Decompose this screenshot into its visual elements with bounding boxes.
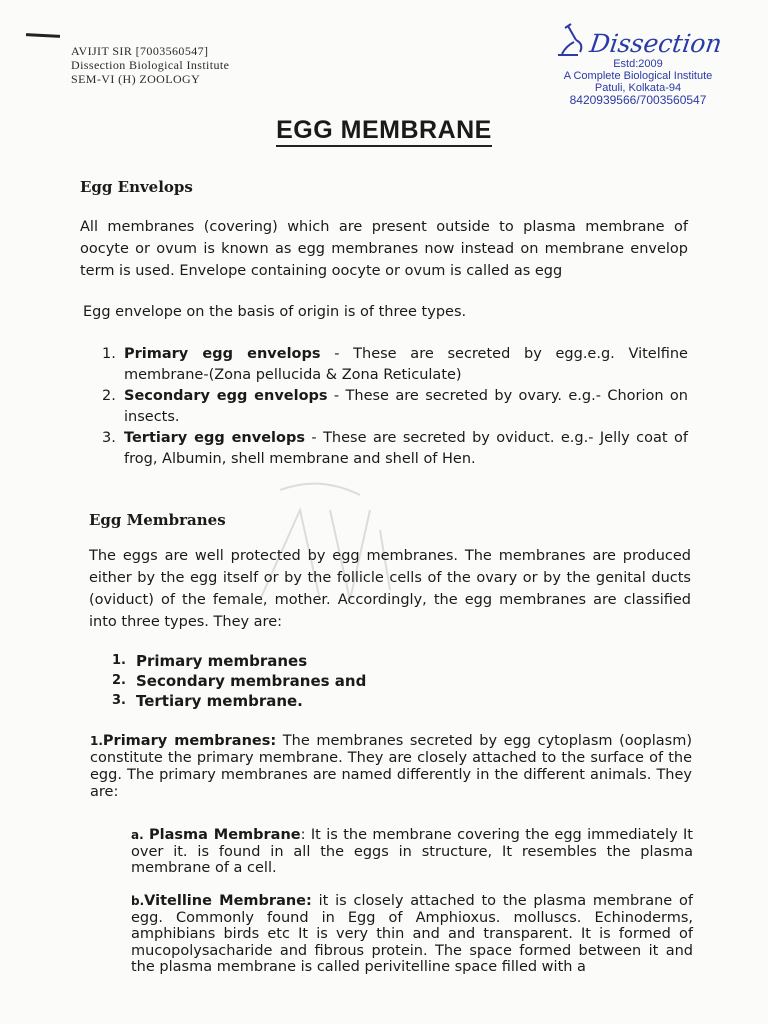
list-term: Tertiary membrane. [136,692,303,710]
list-number: 1. [112,653,126,668]
list-number: 3. [102,430,116,446]
list-item [102,386,688,428]
sub-term: Vitelline Membrane: [144,893,312,909]
membrane-types-list [112,651,512,711]
list-term: Tertiary egg envelops [124,430,305,446]
envelops-types-intro: Egg envelope on the basis of origin is of three types. [83,304,467,320]
list-number: 2. [112,673,126,688]
heading-egg-envelops: Egg Envelops [80,178,193,196]
stray-pen-mark [26,33,60,38]
list-term: Secondary egg envelops [124,388,328,404]
list-text: - These are secreted by oviduct. e.g.- Jelly coat of frog, Albumin, shell membrane and shell of Hen. [124,430,688,467]
plasma-membrane-item [131,827,693,877]
heading-egg-membranes: Egg Membranes [89,511,226,529]
author-line: AVIJIT SIR [7003560547] [71,44,209,58]
sub-text: it is closely attached to the plasma membrane of egg. Commonly found in Egg of Amphioxus. molluscs. Echinoderms, amphibians birds etc It is very thin and and transparent. It is formed of mucopolysacharide and fibrous protein. The space formed between it and the plasma membrane is called perivitelline space filled with a [131,893,693,975]
sub-term: Plasma Membrane [149,827,301,843]
list-item [112,651,512,671]
membranes-paragraph: The eggs are well protected by egg membranes. The membranes are produced either by the egg itself or by the follicle cells of the ovary or by the genital ducts (oviduct) of the female, mother. Accordingly, the egg membranes are classified into three types. They are: [89,548,691,630]
logo-estd: Estd:2009 [613,58,663,70]
institute-line: Dissection Biological Institute [71,58,230,72]
list-number: 1. [102,346,116,362]
list-term: Secondary membranes and [136,672,367,690]
logo-address: Patuli, Kolkata-94 [594,82,682,94]
list-term: Primary membranes [136,652,308,670]
institute-logo [548,22,728,106]
author-header [71,44,229,86]
page-title-text: EGG MEMBRANE [276,116,492,147]
watermark-stamp [240,470,410,620]
list-item [112,691,512,711]
logo-name: Dissection [588,29,724,58]
semester-line: SEM-VI (H) ZOOLOGY [71,72,201,86]
sub-label: b. [131,894,145,908]
logo-tagline: A Complete Biological Institute [563,70,713,82]
sub-label: a. [131,828,144,842]
section-term: Primary membranes: [102,733,277,749]
list-number: 2. [102,388,116,404]
vitelline-membrane-item [131,893,693,976]
list-text: - These are secreted by ovary. e.g.- Chorion on insects. [124,388,688,425]
list-text: - These are secreted by egg.e.g. Vitelfine membrane-(Zona pellucida & Zona Reticulate) [124,346,688,383]
logo-phone: 8420939566/7003560547 [569,93,707,107]
list-item [112,671,512,691]
section-number: 1. [90,734,103,748]
envelops-paragraph: All membranes (covering) which are present outside to plasma membrane of oocyte or ovum is known as egg membranes now instead on membrane envelop term is used. Envelope containing oocyte or ovum is called as egg [80,219,688,279]
primary-membranes-section [90,733,692,801]
page-title [0,116,768,145]
envelops-list [102,344,688,470]
list-number: 3. [112,693,126,708]
list-item [102,428,688,470]
list-term: Primary egg envelops [124,346,321,362]
sub-text: : It is the membrane covering the egg immediately It over it. is found in all the eggs in structure, It resembles the plasma membrane of a cell. [131,827,693,876]
section-text: The membranes secreted by egg cytoplasm (ooplasm) constitute the primary membrane. They are closely attached to the surface of the egg. The primary membranes are named differently in the different animals. They are: [90,733,692,800]
list-item [102,344,688,386]
